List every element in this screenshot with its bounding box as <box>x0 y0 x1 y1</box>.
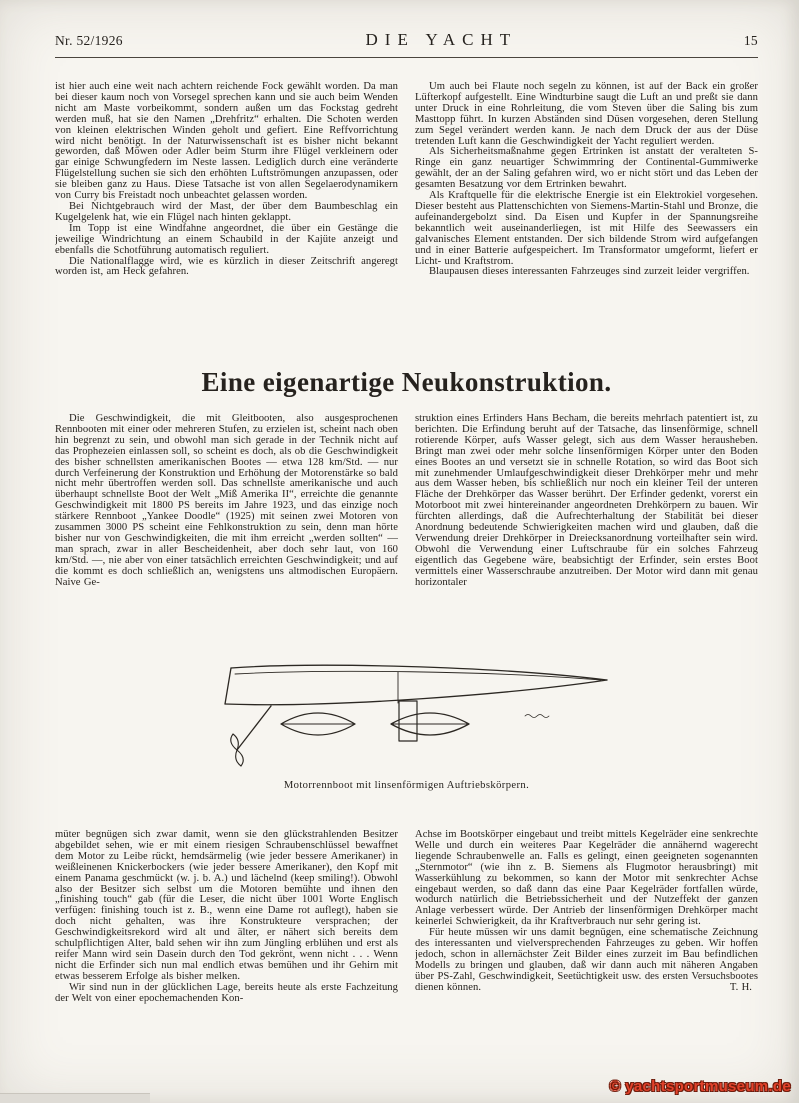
paragraph: Achse im Bootskörper eingebaut und treibt mittels Kegelräder eine senkrechte Welle und durch ein weiteres Paar Kegelräder die annähernd wagerecht liegende Schraubenwelle an. Falls es gelingt, einen geeigneten sogenannten „Sternmotor“ (wie ihn z. B. Siemens als Flugmotor herausbringt) mit Wasserkühlung zu bekommen, so kann der Motor mit senkrechter Achse eingebaut werden, so daß dann das eine Paar Kegelräder fortfallen würde, wodurch natürlich die Betriebssicherheit und der Nutzeffekt der ganzen Anlage verbessert würde. Der Antrieb der linsenförmigen Drehkörper macht keinerlei Schwierigkeit, da ihr Kraftverbrauch nur sehr gering ist. <box>415 830 758 928</box>
paragraph: ist hier auch eine weit nach achtern reichende Fock gewählt worden. Da man bei dieser kaum noch von Vorsegel sprechen kann und sie auch beim Wenden nicht am Maste vorbeikommt, sondern außen um das Fockstag gedreht werden muß, hat sie den Namen „Drehfritz“ erhalten. Die Schoten werden von kleinen elektrischen Winden geholt und gefiert. Eine Reffvorrichtung wird nicht benötigt. In der Naturwissenschaft ist es bisher nicht bekannt geworden, daß Möwen oder Adler beim Sturm ihre Flügel verkleinern oder gar einige Schwungfedern im Neste lassen. Lediglich durch eine veränderte Flügelstellung suchen sie sich den erhöhten Luftströmungen anzupassen, oder sie bleiben ganz zu Haus. Diese Tatsache ist von allen Segelaerodynamikern von Curry bis Freistadt noch unbeachtet gelassen worden. <box>55 82 398 202</box>
paragraph: Die Nationalflagge wird, wie es kürzlich in dieser Zeitschrift angeregt worden ist, am Heck gefahren. <box>55 255 398 278</box>
paragraph: müter begnügen sich zwar damit, wenn sie den glückstrahlenden Besitzer abgebildet sehen, wie er mit einem riesigen Schraubenschlüssel bewaffnet dem Motor zu Leibe rückt, hemdsärmelig (wie jeder bessere Amerikaner) in weißleinenen Knickerbockers (wie jeder bessere Amerikaner), den Kopf mit einem Panama geschmückt (w. j. b. A.) und lächelnd (keep smiling!). Obwohl also der Besitzer sich selbst um die Motoren bemühte und ihnen den „finishing touch“ gab (für die Leser, die nicht über 1001 Worte Englisch verfügen: finishing touch ist z. B., wenn eine Dame rot auflegt), haben sie doch nicht gehalten, was ihre Konstrukteure versprachen; der Geschwindigkeitsrekord wird alt und älter, er nähert sich bereits dem schulpflichtigen Alter, bald sehen wir ihn zum Jüngling erblühen und erst als reifer Mann wird sein Dasein durch den Tod gekrönt, wenn nicht . . . Wenn nicht die Erfinder sich nun mal endlich etwas bemühen und ihr Gehirn mit etwas besserem Erfolge als bisher melken. <box>55 830 398 982</box>
main-article-lower <box>55 830 758 1082</box>
paragraph: Für heute müssen wir uns damit begnügen, eine schematische Zeichnung des interessanten und vielversprechenden Fahrzeuges zu geben. Wir hoffen jedoch, schon in allernächster Zeit Bilder eines zurzeit im Bau befindlichen Modells zu bringen und glauben, daß wir dann auch mit näheren Angaben über PS-Zahl, Geschwindigkeit, Seetüchtigkeit usw. des ersten Versuchsbootes dienen können. <box>415 927 758 993</box>
watermark: © yachtsportmuseum.de <box>609 1078 791 1095</box>
magazine-title: DIE YACHT <box>365 30 518 49</box>
main-article-upper <box>55 414 758 650</box>
paragraph: Wir sind nun in der glücklichen Lage, bereits heute als erste Fachzeitung der Welt von einer epochemachenden Kon- <box>55 981 398 1004</box>
figure <box>55 656 758 810</box>
author-initials: T. H. <box>729 981 752 993</box>
main-article-upper-left-column <box>55 414 398 650</box>
main-article-upper-right-column <box>415 414 758 650</box>
paragraph: Im Topp ist eine Windfahne angeordnet, die über ein Gestänge die jeweilige Windrichtung an einem Schaubild in der Kajüte anzeigt und ebenfalls die Schotführung automatisch reguliert. <box>55 222 398 256</box>
paragraph: Um auch bei Flaute noch segeln zu können, ist auf der Back ein großer Lüfterkopf aufgestellt. Eine Windturbine saugt die Luft an und preßt sie dann unter Druck in eine Rohrleitung, die vom Steven über die Saling bis zum Masttopp führt. In kurzen Abständen sind Düsen vorgesehen, deren Stellung zum Segel verändert werden kann. Je nach dem Druck der aus der Düse tretenden Luft kann die Geschwindigkeit der Yacht reguliert werden. <box>415 82 758 147</box>
scan-edge-artifact <box>0 1093 150 1103</box>
figure-caption: Motorrennboot mit linsenförmigen Auftriebskörpern. <box>283 780 530 791</box>
paragraph: Als Kraftquelle für die elektrische Energie ist ein Elektrokiel vorgesehen. Dieser besteht aus Plattenschichten von Siemens-Martin-Stahl und Bronze, die aufeinandergebolzt sind. Da Eisen und Kupfer in der Spannungsreihe bekanntlich weit auseinanderliegen, ist mit Hilfe des Seewassers ein galvanisches Element entstanden. Der sich bildende Strom wird aufgefangen und in einer Batterie aufgespeichert. Im Transformator umgeformt, liefert er Licht- und Kraftstrom. <box>415 190 758 267</box>
issue-number: Nr. 52/1926 <box>55 33 123 48</box>
page-header <box>55 30 758 50</box>
top-article <box>55 82 758 344</box>
boat-schematic-drawing <box>193 656 623 776</box>
paragraph: struktion eines Erfinders Hans Becham, die bereits mehrfach patentiert ist, zu berichten. Die Erfindung beruht auf der Tatsache, das linsenförmige, schnell rotierende Körper, aufs Wasser gelegt, sich aus dem Wasser herausheben. Bringt man zwei oder mehr solche linsenförmigen Körper unter den Boden eines Bootes an und versetzt sie in schnelle Rotation, so wird das Boot sich mit zunehmender Umlaufgeschwindigkeit dieser Drehkörper mehr und mehr aus dem Wasser heben, bis schließlich nur noch ein kleiner Teil der unteren Fläche der Drehkörper das Wasser berührt. Der Erfinder gedenkt, vorerst ein Motorboot mit zwei hintereinander angeordneten Drehkörpern zu bauen. Wir fürchten allerdings, daß die Aufrechterhaltung der Stabilität bei dieser Anordnung bedeutende Schwierigkeiten machen wird und glauben, daß die Verwendung dreier Drehkörper in Dreiecksanordnung vorteilhafter sein wird. Obwohl die Verwendung einer Luftschraube für ein solches Fahrzeug eigentlich das Gegebene wäre, beabsichtigt der Erfinder, sein erstes Boot vermittels einer Wasserschraube anzutreiben. Der Motor wird dann mit genau horizontaler <box>415 414 758 588</box>
header-rule <box>55 57 758 58</box>
top-article-left-column <box>55 82 398 344</box>
main-article-lower-left-column <box>55 830 398 1082</box>
paragraph: Als Sicherheitsmaßnahme gegen Ertrinken ist anstatt der veralteten S-Ringe ein ganz neuartiger Schwimmring der Continental-Gummiwerke gewählt, der an der Saling gefahren wird, wo er nicht stört und das Leben der gesamten Besatzung vor dem Ertrinken bewahrt. <box>415 146 758 191</box>
paragraph: Die Geschwindigkeit, die mit Gleitbooten, also ausgesprochenen Rennbooten mit einer oder mehreren Stufen, zu erzielen ist, scheint nach oben hin begrenzt zu sein, und obwohl man sich gerade in der Technik nicht auf das Prophezeien einlassen soll, so scheint es doch, als ob die Geschwindigkeit des bisher schnellsten amerikanischen Bootes — etwa 128 km/Std. — nur durch Verfeinerung der Konstruktion und Erhöhung der Motorenstärke so bald nicht mehr übertroffen werden soll. Das schnellste amerikanische und auch überhaupt schnellste Boot der Welt „Miß Amerika II“, erreichte die genannte Geschwindigkeit mit 1800 PS bereits im Jahre 1923, und das einzige noch stärkere Rennboot „Yankee Doodle“ (1925) mit seinen zwei Motoren von zusammen 3000 PS scheint eine Fehlkonstruktion zu sein, denn man hörte bisher nur von Geschwindigkeiten, die mit ihm erreicht „werden sollten“ — man sprach, zwar in aller Bescheidenheit, aber doch sehr laut, von 160 km/Std. —, nie aber von einer tatsächlich erreichten Geschwindigkeit; und auf die kommt es doch schließlich an, wenigstens uns altmodischen Europäern. Naive Ge- <box>55 414 398 588</box>
article-headline: Eine eigenartige Neukonstruktion. <box>201 367 612 397</box>
paragraph: Bei Nichtgebrauch wird der Mast, der über dem Baumbeschlag ein Kugelgelenk hat, wie ein Flügel nach hinten geklappt. <box>55 200 398 223</box>
paragraph: Blaupausen dieses interessanten Fahrzeuges sind zurzeit leider vergriffen. <box>429 266 750 278</box>
top-article-right-column <box>415 82 758 344</box>
artist-signature <box>525 715 549 718</box>
main-article-lower-right-column <box>415 830 758 1082</box>
page-number: 15 <box>743 33 758 48</box>
